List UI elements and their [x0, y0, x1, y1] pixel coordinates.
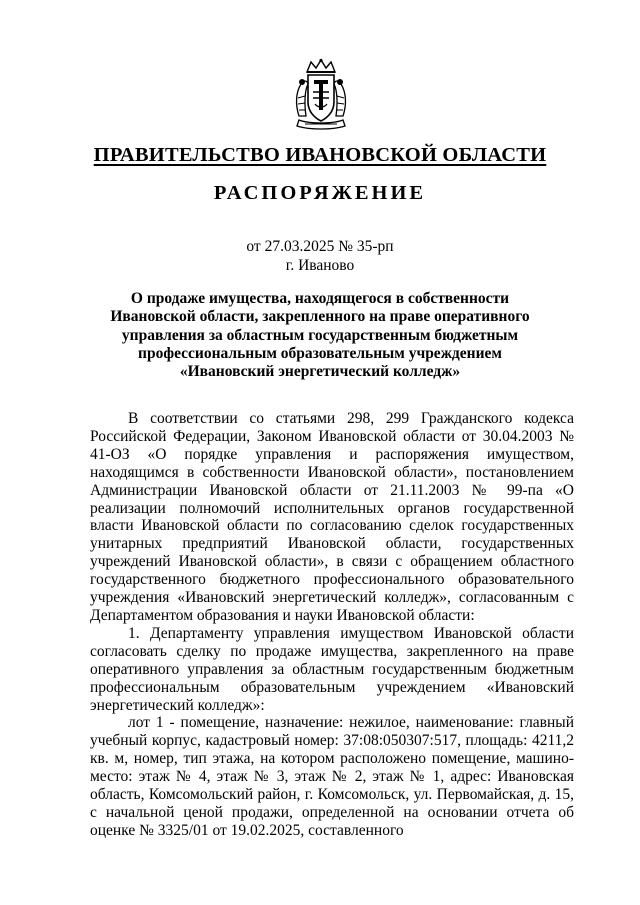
document-subject [110, 290, 530, 381]
body-paragraph-lot-1: лот 1 - помещение, назначение: нежилое, наименование: главный учебный корпус, кадастровый номер: 37:08:050307:517, площадь: 4211,2 кв. м, номер, тип этажа, на котором расположено помещение, машино-место: этаж № 4, этаж № 3, этаж № 2, этаж № 1, адрес: Ивановская область, Комсомольский район, г. Комсомольск, ул. Первомайская, д. 15, с начальной ценой продажи, определенной на основании отчета об оценке № 3325/01 от 19.02.2025, составленного [90, 714, 574, 839]
city: г. Иваново [285, 257, 355, 274]
document-type: РАСПОРЯЖЕНИЕ [213, 182, 427, 204]
document-body [90, 410, 574, 840]
date-number: от 27.03.2025 № 35-рп [246, 238, 394, 255]
subject-line: «Ивановский энергетический колледж» [179, 363, 461, 381]
subject-line: О продаже имущества, находящегося в собственности [130, 290, 510, 307]
coat-of-arms-icon [293, 58, 349, 130]
subject-line: профессиональным образовательным учреждением [138, 344, 502, 362]
date-number-block [0, 237, 640, 275]
subject-line: управления за областным государственным бюджетным [121, 326, 519, 344]
body-paragraph-preamble: В соответствии со статьями 298, 299 Гражданского кодекса Российской Федерации, Законом Ивановской области от 30.04.2003 № 41-ОЗ «О порядке управления и распоряжения имуществом, находящимся в собственности Ивановской области», постановлением Администрации Ивановской области от 21.11.2003 № 99-па «О реализации полномочий исполнительных органов государственной власти Ивановской области по согласованию сделок государственных унитарных предприятий Ивановской области, государственных учреждений Ивановской области», в связи с обращением областного государственного бюджетного профессионального образовательного учреждения «Ивановский энергетический колледж», согласованным с Департаментом образования и науки Ивановской области: [90, 410, 574, 624]
body-paragraph-item-1: 1. Департаменту управления имуществом Ивановской области согласовать сделку по продаже имущества, закрепленного на праве оперативного управления за областным государственным бюджетным профессиональным образовательным учреждением «Ивановский энергетический колледж»: [90, 624, 574, 714]
subject-line: Ивановской области, закрепленного на праве оперативного [110, 308, 530, 326]
government-title: ПРАВИТЕЛЬСТВО ИВАНОВСКОЙ ОБЛАСТИ [93, 144, 547, 166]
